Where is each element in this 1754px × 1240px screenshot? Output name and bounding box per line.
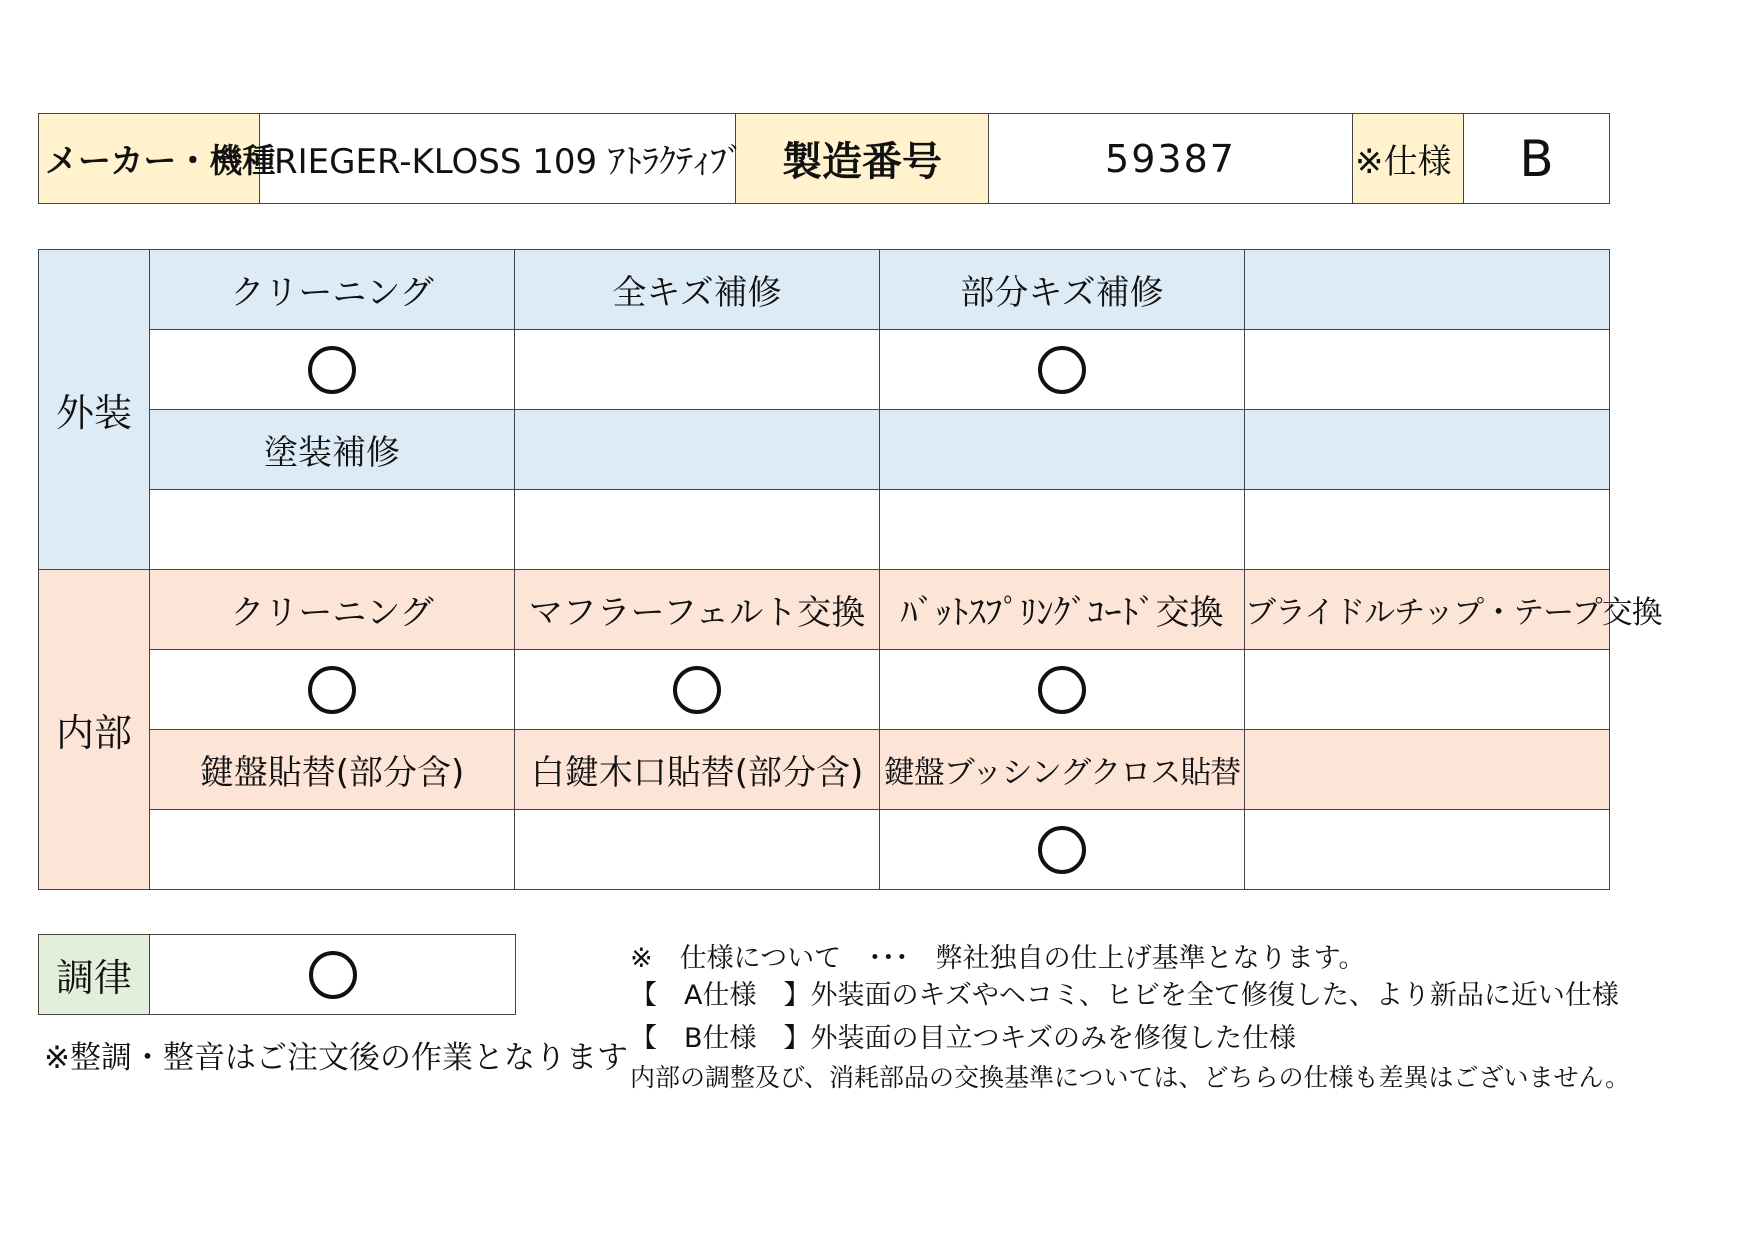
maker-label: メーカー・機種 bbox=[39, 114, 260, 204]
interior-item-label: マフラーフェルト交換 bbox=[515, 570, 880, 650]
interior-mark-cell bbox=[515, 810, 880, 890]
circle-mark-icon bbox=[673, 666, 721, 714]
interior-group-label: 内部 bbox=[39, 570, 150, 890]
circle-mark-icon bbox=[309, 951, 357, 999]
interior-mark-cell bbox=[1245, 650, 1610, 730]
interior-mark-cell bbox=[150, 650, 515, 730]
exterior-item-label: クリーニング bbox=[150, 250, 515, 330]
exterior-mark-cell bbox=[150, 330, 515, 410]
exterior-mark-cell bbox=[880, 330, 1245, 410]
circle-mark-icon bbox=[308, 666, 356, 714]
spec-label: ※仕様 bbox=[1353, 114, 1464, 204]
spec-note-line: 【 A仕様 】外装面のキズやヘコミ、ヒビを全て修復した、より新品に近い仕様 bbox=[630, 980, 1619, 1011]
exterior-item-label bbox=[880, 410, 1245, 490]
exterior-mark-cell bbox=[1245, 330, 1610, 410]
work-items-table bbox=[38, 249, 1662, 890]
interior-mark-cell bbox=[1245, 810, 1610, 890]
interior-item-label: クリーニング bbox=[150, 570, 515, 650]
circle-mark-icon bbox=[308, 346, 356, 394]
exterior-mark-cell bbox=[515, 490, 880, 570]
interior-item-label: ブライドルチップ・テープ交換 bbox=[1245, 570, 1610, 650]
interior-item-label bbox=[1245, 730, 1610, 810]
exterior-item-label bbox=[1245, 410, 1610, 490]
tuning-table bbox=[38, 934, 516, 1015]
exterior-item-label: 全キズ補修 bbox=[515, 250, 880, 330]
exterior-mark-cell bbox=[1245, 490, 1610, 570]
circle-mark-icon bbox=[1038, 666, 1086, 714]
interior-mark-cell bbox=[515, 650, 880, 730]
circle-mark-icon bbox=[1038, 826, 1086, 874]
interior-mark-cell bbox=[150, 810, 515, 890]
serial-value: 59387 bbox=[989, 114, 1353, 204]
exterior-item-label bbox=[1245, 250, 1610, 330]
tuning-note: ※整調・整音はご注文後の作業となります bbox=[44, 1040, 628, 1076]
spec-note-line: ※ 仕様について ･･･ 弊社独自の仕上げ基準となります。 bbox=[630, 943, 1366, 974]
tuning-mark-cell bbox=[150, 935, 516, 1015]
exterior-group-label: 外装 bbox=[39, 250, 150, 570]
exterior-item-label: 部分キズ補修 bbox=[880, 250, 1245, 330]
spec-notes bbox=[630, 936, 1630, 1094]
spec-note-line: 内部の調整及び、消耗部品の交換基準については、どちらの仕様も差異はございません。 bbox=[630, 1063, 1631, 1092]
serial-label: 製造番号 bbox=[736, 114, 989, 204]
exterior-mark-cell bbox=[515, 330, 880, 410]
interior-item-label: ﾊﾞｯﾄｽﾌﾟﾘﾝｸﾞｺｰﾄﾞ交換 bbox=[880, 570, 1245, 650]
exterior-item-label: 塗装補修 bbox=[150, 410, 515, 490]
tuning-label: 調律 bbox=[39, 935, 150, 1015]
interior-mark-cell bbox=[880, 650, 1245, 730]
exterior-mark-cell bbox=[150, 490, 515, 570]
spec-note-line: 【 B仕様 】外装面の目立つキズのみを修復した仕様 bbox=[630, 1023, 1296, 1054]
exterior-item-label bbox=[515, 410, 880, 490]
circle-mark-icon bbox=[1038, 346, 1086, 394]
model-value: RIEGER-KLOSS 109 ｱﾄﾗｸﾃｨﾌﾞ bbox=[260, 114, 736, 204]
spec-value: B bbox=[1464, 114, 1610, 204]
header-table bbox=[38, 113, 1610, 204]
interior-item-label: 鍵盤ブッシングクロス貼替 bbox=[880, 730, 1245, 810]
interior-item-label: 白鍵木口貼替(部分含) bbox=[515, 730, 880, 810]
interior-item-label: 鍵盤貼替(部分含) bbox=[150, 730, 515, 810]
interior-mark-cell bbox=[880, 810, 1245, 890]
exterior-mark-cell bbox=[880, 490, 1245, 570]
